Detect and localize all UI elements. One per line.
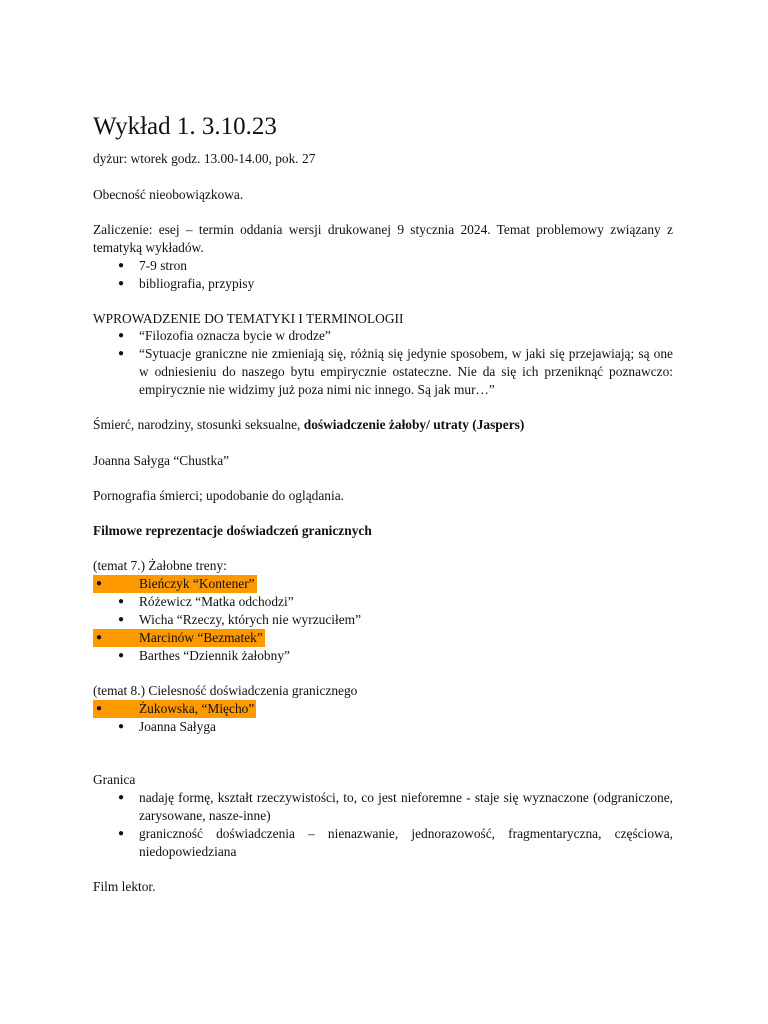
list-item: ● 7-9 stron (93, 257, 673, 275)
topic-8-heading: (temat 8.) Cielesność doświadczenia granicznego (93, 683, 358, 698)
bullet-icon: ● (95, 703, 103, 714)
salyga-reference: Joanna Sałyga “Chustka” (93, 453, 230, 468)
bullet-icon: ● (117, 828, 125, 839)
page-title: Wykład 1. 3.10.23 (93, 113, 277, 140)
list-item-highlighted (93, 629, 673, 647)
list-item: ● “Filozofia oznacza bycie w drodze” (93, 327, 673, 345)
bullet-icon: ● (117, 650, 125, 661)
list-item: ● Wicha “Rzeczy, których nie wyrzuciłem” (93, 611, 673, 629)
pornography-note: Pornografia śmierci; upodobanie do oglądania. (93, 488, 345, 503)
topic-7-heading: (temat 7.) Żałobne treny: (93, 558, 227, 573)
highlight-mark: ● Marcinów “Bezmatek” (93, 629, 265, 647)
bullet-icon: ● (117, 330, 125, 341)
bullet-icon: ● (117, 596, 125, 607)
list-item-highlighted (93, 575, 673, 593)
film-lector-note: Film lektor. (93, 879, 156, 894)
list-item-highlighted (93, 700, 673, 718)
list-item: ● Barthes “Dziennik żałobny” (93, 647, 673, 665)
boundary-heading: Granica (93, 772, 136, 787)
list-item: ● graniczność doświadczenia – nienazwanie, jednorazowość, fragmentaryczna, częściowa, niedopowiedziana (93, 825, 673, 861)
bullet-icon: ● (117, 278, 125, 289)
topic-8-list (93, 700, 673, 736)
bullet-icon: ● (117, 348, 125, 359)
intro-list (93, 327, 673, 399)
list-item: ● bibliografia, przypisy (93, 275, 673, 293)
topic-7-list (93, 575, 673, 665)
boundary-situations: Śmierć, narodziny, stosunki seksualne, doświadczenie żałoby/ utraty (Jaspers) (93, 417, 525, 432)
highlight-mark: ● Bieńczyk “Kontener” (93, 575, 257, 593)
attendance-note: Obecność nieobowiązkowa. (93, 187, 244, 202)
list-item: ● Joanna Sałyga (93, 718, 673, 736)
credit-paragraph: Zaliczenie: esej – termin oddania wersji drukowanej 9 stycznia 2024. Temat problemowy związany z tematyką wykładów. (93, 222, 673, 255)
bullet-icon: ● (117, 792, 125, 803)
list-item: ● nadaję formę, kształt rzeczywistości, to, co jest nieforemne - staje się wyznaczone (odgraniczone, zarysowane, nasze-inne) (93, 789, 673, 825)
bullet-icon: ● (117, 721, 125, 732)
bullet-icon: ● (95, 632, 103, 643)
credit-list (93, 257, 673, 293)
bullet-icon: ● (117, 614, 125, 625)
highlight-mark: ● Żukowska, “Mięcho” (93, 700, 256, 718)
list-item: ● Różewicz “Matka odchodzi” (93, 593, 673, 611)
boundary-list (93, 789, 673, 861)
film-heading: Filmowe reprezentacje doświadczeń granicznych (93, 523, 372, 538)
list-item: ● “Sytuacje graniczne nie zmieniają się, różnią się jedynie sposobem, w jaki się przejawiają; są one w odniesieniu do naszego bytu empirycznie ostateczne. Nie da się ich przeniknąć poznawczo: empirycznie nie widzimy już poza nimi nic innego. Są jak mur…” (93, 345, 673, 399)
bullet-icon: ● (117, 260, 125, 271)
intro-heading: WPROWADZENIE DO TEMATYKI I TERMINOLOGII (93, 311, 404, 326)
duty-hours: dyżur: wtorek godz. 13.00-14.00, pok. 27 (93, 151, 316, 166)
bullet-icon: ● (95, 578, 103, 589)
